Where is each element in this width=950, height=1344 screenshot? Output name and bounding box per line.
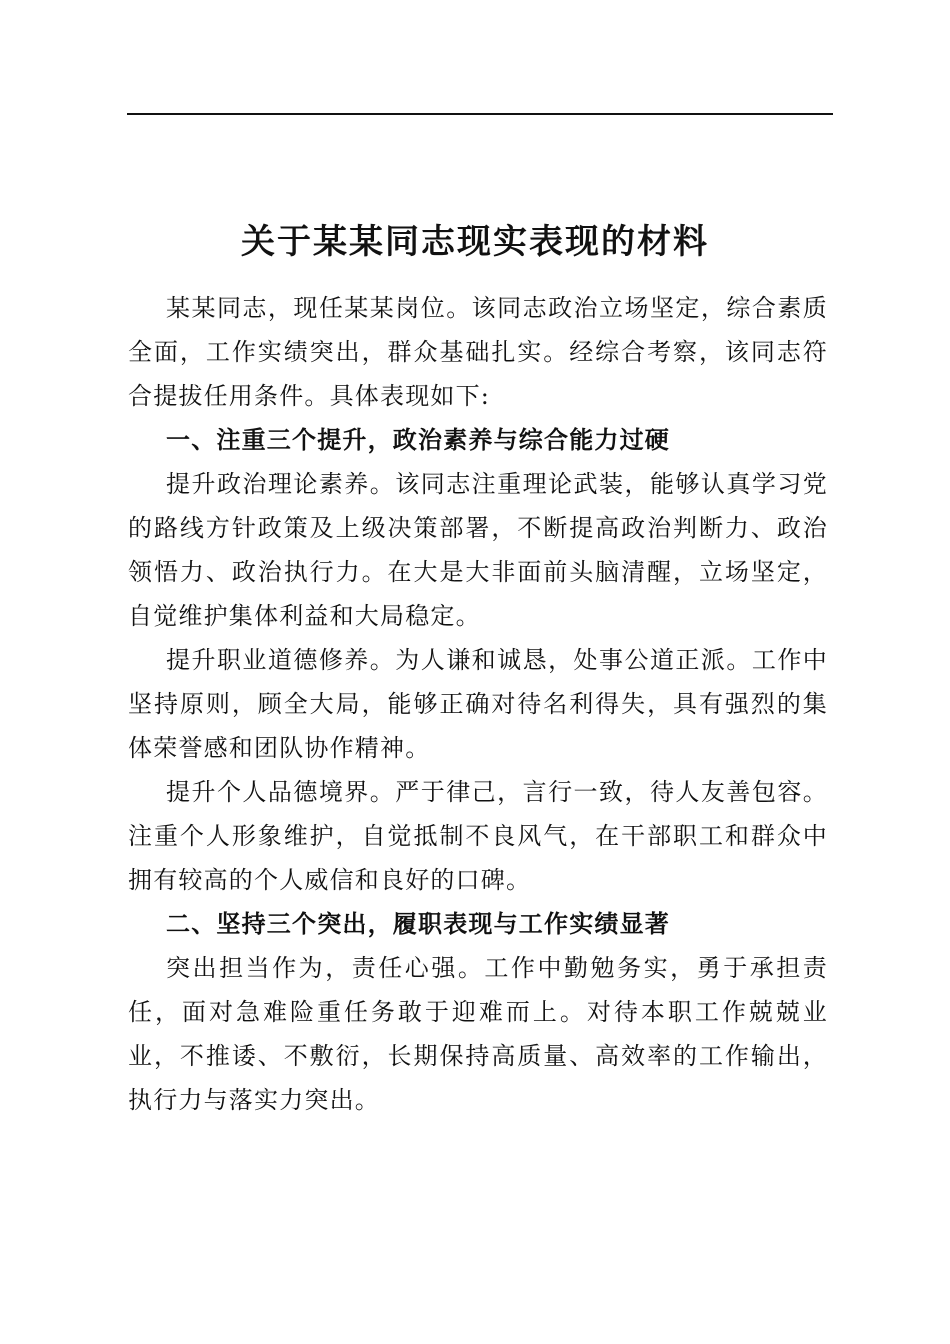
document-body bbox=[128, 286, 828, 1122]
section-1-paragraph-2: 提升职业道德修养。为人谦和诚恳，处事公道正派。工作中坚持原则，顾全大局，能够正确对待名利得失，具有强烈的集体荣誉感和团队协作精神。 bbox=[128, 646, 828, 762]
section-2-paragraph-1: 突出担当作为，责任心强。工作中勤勉务实，勇于承担责任，面对急难险重任务敢于迎难而上。对待本职工作兢兢业业，不推诿、不敷衍，长期保持高质量、高效率的工作输出，执行力与落实力突出。 bbox=[128, 954, 828, 1114]
section-2-heading: 二、坚持三个突出，履职表现与工作实绩显著 bbox=[166, 909, 670, 938]
section-1-paragraph-3: 提升个人品德境界。严于律己，言行一致，待人友善包容。注重个人形象维护，自觉抵制不良风气，在干部职工和群众中拥有较高的个人威信和良好的口碑。 bbox=[128, 778, 828, 894]
section-1-heading: 一、注重三个提升，政治素养与综合能力过硬 bbox=[166, 425, 670, 454]
section-1-paragraph-1: 提升政治理论素养。该同志注重理论武装，能够认真学习党的路线方针政策及上级决策部署，不断提高政治判断力、政治领悟力、政治执行力。在大是大非面前头脑清醒，立场坚定，自觉维护集体利益和大局稳定。 bbox=[128, 470, 828, 630]
document-title: 关于某某同志现实表现的材料 bbox=[241, 222, 709, 262]
intro-paragraph: 某某同志，现任某某岗位。该同志政治立场坚定，综合素质全面，工作实绩突出，群众基础扎实。经综合考察，该同志符合提拔任用条件。具体表现如下: bbox=[128, 294, 828, 410]
header-rule bbox=[127, 113, 833, 115]
